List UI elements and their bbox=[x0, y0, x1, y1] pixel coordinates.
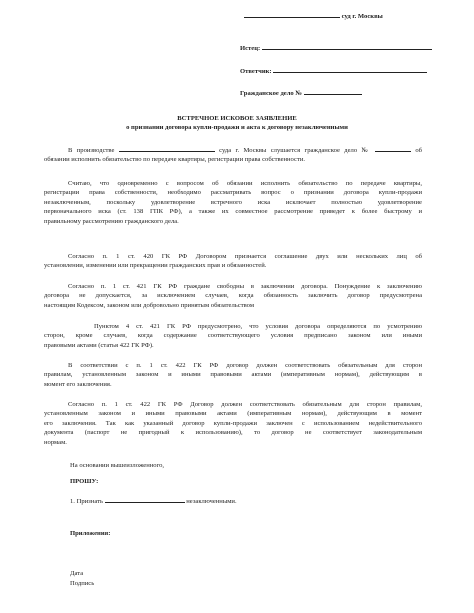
paragraph-3: Согласно п. 1 ст. 420 ГК РФ Договором признается соглашение двух или нескольких лиц об установлении, изменении или прекращении гражданских прав и обязанностей. bbox=[44, 253, 422, 270]
plaintiff-label: Истец: bbox=[240, 45, 261, 52]
case-no-blank bbox=[375, 151, 411, 152]
document-subtitle: о признании договора купли-продажи и акта к договору незаключенными bbox=[126, 124, 348, 131]
paragraph-2: Считаю, что одновременно с вопросом об обязании исполнить обязательство по передаче квартиры, регистрации права собственности, необходимо рассматривать вопрос о признании договора купли-продажи незаключенным, поскольку удовлетворение встречного иска исключает полностью удовлетворение первоначального иска (ст. 138 ГПК РФ), а также их совместное рассмотрение приведет к более быстрому и правильному рассмотрению гражданского дела. bbox=[44, 180, 422, 225]
request-item-1: 1. Признать незаключенными. bbox=[70, 498, 237, 505]
case-label: Гражданское дело № bbox=[240, 90, 302, 97]
document-title: ВСТРЕЧНОЕ ИСКОВОЕ ЗАЯВЛЕНИЕ bbox=[177, 115, 297, 122]
court-name-blank bbox=[244, 17, 340, 18]
paragraph-6: В соответствии с п. 1 ст. 422 ГК РФ договор должен соответствовать обязательным для сторон правилам, установленным законом и иными правовыми актами (императивным нормам), действующим в момент его заключения. bbox=[44, 362, 422, 388]
conclusion-line: На основании вышеизложенного, bbox=[70, 462, 165, 469]
paragraph-4: Согласно п. 1 ст. 421 ГК РФ граждане свободны в заключении договора. Понуждение к заключению договора не допускается, за исключением случаев, когда обязанность заключить договор предусмотрена настоящим Кодексом, законом или добровольно принятым обязательством bbox=[44, 283, 422, 309]
court-blank bbox=[119, 151, 215, 152]
paragraph-5: Пунктом 4 ст. 421 ГК РФ предусмотрено, что условия договора определяются по усмотрению сторон, кроме случаев, когда содержание соответствующего условия предписано законом или иными правовыми актами (статья 422 ГК РФ). bbox=[44, 323, 422, 349]
date-label: Дата bbox=[70, 570, 84, 577]
defendant-line bbox=[240, 67, 427, 76]
case-line bbox=[240, 89, 362, 98]
paragraph-1: В производстве суда г. Москвы слушается гражданское дело № об обязании исполнить обязательство по передаче квартиры, регистрации права собственности. bbox=[44, 147, 422, 164]
plaintiff-blank bbox=[262, 49, 432, 50]
defendant-label: Ответчик: bbox=[240, 68, 272, 75]
request-object-blank bbox=[105, 502, 185, 503]
plaintiff-line bbox=[240, 44, 432, 53]
request-heading: ПРОШУ: bbox=[70, 478, 99, 485]
attachments-label: Приложения: bbox=[70, 530, 111, 537]
court-suffix: суд г. Москвы bbox=[341, 13, 383, 20]
case-number-blank bbox=[304, 94, 362, 95]
court-line bbox=[244, 12, 383, 21]
signature-label: Подпись bbox=[70, 580, 95, 587]
paragraph-7: Согласно п. 1 ст. 422 ГК РФ Договор должен соответствовать обязательным для сторон правилам, установленным законом и иными правовыми актами (императивным нормам), действующим в момент его заключения. Так как указанный договор купли-продажи заключен с использованием недействительного документа (паспорт не пригодный к использованию), то договор не соответствует законодательным нормам. bbox=[44, 401, 422, 446]
defendant-blank bbox=[273, 72, 427, 73]
